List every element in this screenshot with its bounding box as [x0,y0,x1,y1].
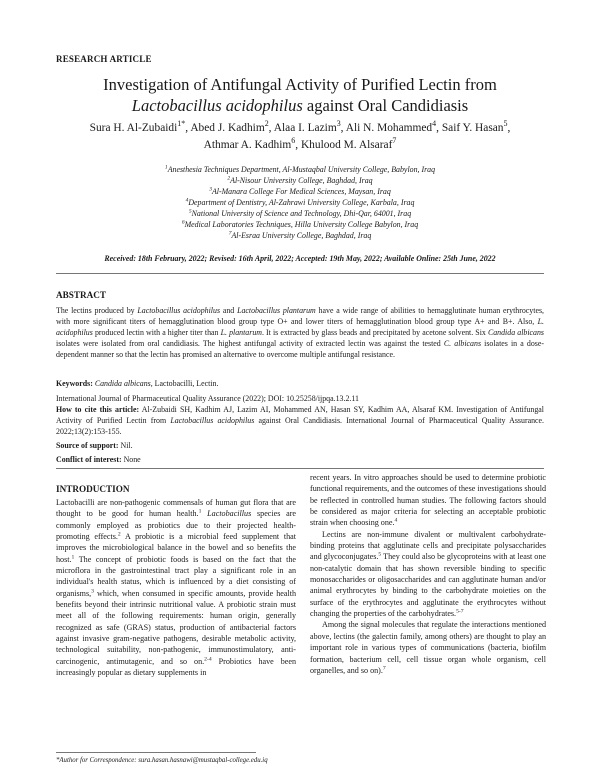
divider-bottom [56,468,544,469]
author-affiliation-mark: 1* [177,119,186,129]
abstract-run: and [220,306,238,315]
title-line-1: Investigation of Antifungal Activity of Purified Lectin from [103,75,497,94]
conflict-of-interest [56,455,141,464]
conflict-value: None [121,455,141,464]
abstract-italic-term: L. plantarum [220,328,262,337]
text-run: Lactobacilli are non-pathogenic commensals of human gut flora that are thought to be good for human health. [56,498,296,519]
cite-label: How to cite this article: [56,405,140,414]
author-affiliation-mark: 5 [503,119,508,129]
abstract-run: have a wide range of abilities to hemagglutinate human erythrocytes, with more significant titers of hemagglutination blood group type O+ and lower titers of hemagglutination blood group type A+ and B+. Also, [56,306,544,326]
text-run: A probiotic is a microbial feed supplement that improves the microbiological balance in the bowel and so benefits the host. [56,532,296,564]
author-name: Sura H. Al-Zubaidi [89,122,178,134]
citation-ref: 2-4 [204,656,212,663]
body-paragraph [310,529,546,620]
citation-ref: 5 [378,551,382,558]
keywords-label: Keywords: [56,379,93,388]
author-list: Sura H. Al-Zubaidi$^{1*}$, Abed J. Kadhim$^2$, Alaa I. Lazim$^3$, Ali N. Mohammed$^4$, Saif Y. Hasan$^5$, Athmar A. Kadhim$^6$, Khulood M. Alsaraf$^7$ [89,119,511,151]
author-name: Alaa I. Lazim [273,122,337,134]
conflict-label: Conflict of interest: [56,455,122,464]
affiliation-text: Al-Nisour University College, Baghdad, Iraq [230,176,373,185]
body-paragraph [310,472,546,529]
keywords-italic: Candida albicans [94,379,151,388]
abstract-run: isolates in a dose-dependent manner so that the lectin has promised an alternative to overcome multiple antifungal resistance. [56,339,544,359]
abstract-heading: ABSTRACT [56,290,107,300]
title-line-2 [40,95,560,116]
abstract-text [56,305,544,360]
text-run: They could also be glycoproteins with at least one non-catalytic domain that has shown reversible binding to specific monosaccharides or oligosaccharides and can agglutinate human and/or animal erythrocytes by binding to the carbohydrate moieties on the surface of the erythrocytes and agglutinate the erythrocytes without changing the properties of the carbohydrates. [310,552,546,619]
correspondence-footnote: *Author for Correspondence: sura.hasan.hasnawi@mustaqbal-college.edu.iq [56,757,268,764]
journal-doi: International Journal of Pharmaceutical Quality Assurance (2022); DOI: 10.25258/ijpqa.13.2.11 [56,394,359,403]
source-of-support [56,441,133,450]
affiliation-line [60,186,540,197]
citation-ref: 4 [394,517,398,524]
article-type-label: RESEARCH ARTICLE [56,54,152,64]
abstract-italic-term: Candida albicans [487,328,544,337]
affiliation-text: Al-Esraa University College, Baghdad, Iraq [231,231,372,240]
citation-ref: 5-7 [456,608,464,615]
abstract-italic-term: Lactobacillus acidophilus [137,306,221,315]
cite-text-1: Al-Zubaidi SH, Kadhim AJ, Lazim AI, Mohammed AN, Hasan SY, Kadhim AA, Alsaraf KM. Investigation of Antifungal Activity of Purified Lectin from [56,405,544,425]
body-column-left [56,497,296,679]
text-run: species are commonly employed as probiotics due to their projected health-promoting effects. [56,509,296,542]
abstract-italic-term: L. acidophilus [56,317,544,337]
author-affiliation-mark: 2 [264,119,269,129]
author-affiliation-mark: 7 [392,136,397,146]
divider-top [56,273,544,274]
citation-ref: 7 [382,665,386,672]
affiliation-number: 4 [185,197,189,204]
source-value: Nil. [118,441,133,450]
abstract-run: produced lectin with a higher titer than [92,328,221,337]
affiliation-line [60,208,540,219]
author-affiliation-mark: 3 [336,119,341,129]
introduction-heading: INTRODUCTION [56,484,130,494]
abstract-run: . It is extracted by glass beads and precipitated by acetone solvent. Six [261,328,488,337]
affiliation-text: Anesthesia Techniques Department, Al-Mustaqbal University College, Babylon, Iraq [167,165,436,174]
citation [56,404,544,437]
affiliation-number: 7 [228,230,232,237]
source-label: Source of support: [56,441,119,450]
author-name: Saif Y. Hasan [441,122,504,134]
affiliation-line [60,219,540,230]
author-name: Ali N. Mohammed [345,122,433,134]
publication-dates: Received: 18th February, 2022; Revised: 16th April, 2022; Accepted: 19th May, 2022; Available Online: 25th June, 2022 [104,254,496,263]
citation-ref: 1 [198,508,202,515]
text-run: Probiotics have been increasingly popular as dietary supplements in [56,656,296,678]
body-column-right [310,472,546,676]
italic-term: Lactobacillus [207,509,252,519]
affiliation-line [60,164,540,175]
author-affiliation-mark: 4 [432,119,437,129]
author-name: Khulood M. Alsaraf [300,139,393,151]
affiliation-number: 3 [209,186,212,193]
paper-title [40,74,560,116]
body-paragraph [310,619,546,676]
text-run: Lectins are non-immune divalent or multivalent carbohydrate-binding proteins that agglutinate cells and precipitate polysaccharides and glycoconjugates. [310,529,546,562]
affiliation-text: Al-Manara College For Medical Sciences, Maysan, Iraq [211,187,391,196]
text-run: which, when consumed in specific amounts, provide health benefits beyond their intrinsic nutritional value. A probiotic strain must meet all of the following requirements: human origin, generally recognized as safe (GRAS) status, production of antibacterial factors against invasive gram-negative pathogens, desirable metabolic activity, technological suitability, non-pathogenic, immunostimulatory, anti-carcinogenic, antimutagenic, and so on. [56,588,296,666]
affiliation-number: 6 [181,219,185,226]
text-run: recent years. In vitro approaches should be used to determine probiotic functional requirements, and the outcomes of these investigations should be reflected in controlled human studies. The following factors should be considered as major criteria for selecting an acceptable probiotic strain when choosing one. [310,473,546,528]
keywords-rest: , Lactobacilli, Lectin. [150,379,219,388]
cite-species: Lactobacillus acidophilus [170,416,255,425]
affiliation-line [60,175,540,186]
affiliation-list [60,164,540,241]
title-species: Lactobacillus acidophilus [131,96,303,115]
text-run: The concept of probiotic foods is based on the fact that the microflora in the gastrointestinal tract play a significant role in an individual's health status, which is influenced by a diet consisting of organisms, [56,554,296,598]
affiliation-text: Medical Laboratories Techniques, Hilla University College Babylon, Iraq [184,220,419,229]
citation-ref: 1 [71,554,75,561]
keywords [56,378,544,389]
affiliation-text: National University of Science and Technology, Dhi-Qar, 64001, Iraq [191,209,412,218]
footnote-rule [56,752,256,753]
abstract-italic-term: Lactobacillus plantarum [237,306,316,315]
affiliation-number: 5 [188,208,192,215]
author-affiliation-mark: 6 [291,136,296,146]
abstract-run: isolates were isolated from oral candidiasis. The highest antifungal activity of extracted lectin was against the tested [56,339,444,348]
citation-ref: 3 [91,588,94,595]
affiliation-line [60,230,540,241]
author-name: Abed J. Kadhim [190,122,265,134]
affiliation-number: 1 [164,164,168,171]
affiliation-text: Department of Dentistry, Al-Zahrawi University College, Karbala, Iraq [188,198,415,207]
affiliation-number: 2 [227,175,231,182]
title-rest: against Oral Candidiasis [302,96,469,115]
citation-ref: 2 [117,531,121,538]
affiliation-line [60,197,540,208]
cite-text-2: against Oral Candidiasis. International Journal of Pharmaceutical Quality Assurance. 2022;13(2):153-155. [56,416,544,436]
author-name: Athmar A. Kadhim [203,139,292,151]
abstract-italic-term: C. albicans [443,339,482,348]
abstract-run: The lectins produced by [56,306,138,315]
body-paragraph [56,497,296,679]
text-run: Among the signal molecules that regulate the interactions mentioned above, lectins (the galectin family, among others) are thought to play an important role in various types of communications (bacteria, biofilm formation, bacterium cell, cell tissue organ whole organism, cell organelles, and so on). [310,620,546,675]
